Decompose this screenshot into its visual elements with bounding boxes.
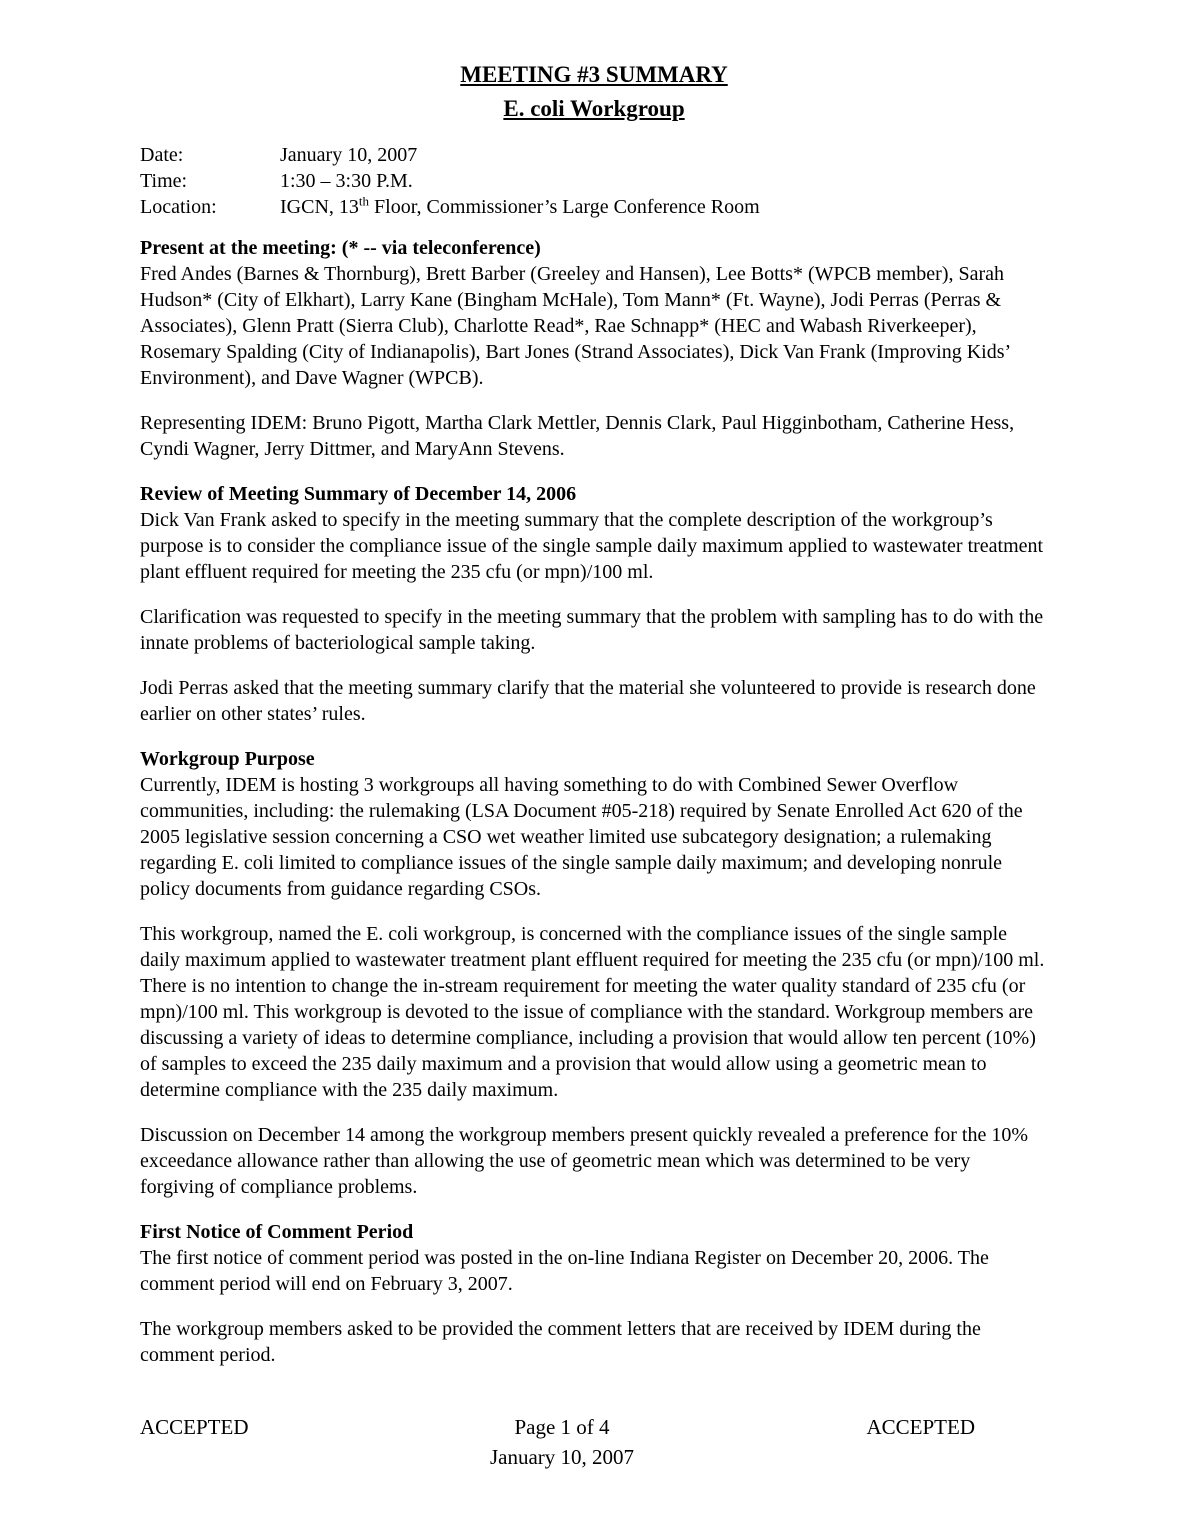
info-row-time bbox=[140, 168, 1048, 194]
location-label: Location: bbox=[140, 196, 217, 218]
section-review-of-meeting-summary bbox=[140, 481, 1048, 727]
review-paragraph-3: Jodi Perras asked that the meeting summary clarify that the material she volunteered to provide is research done earlier on other states’ rules. bbox=[140, 677, 1036, 725]
workgroup-purpose-heading: Workgroup Purpose bbox=[140, 748, 315, 770]
present-heading: Present at the meeting: (* -- via teleconference) bbox=[140, 237, 541, 259]
workgroup-purpose-paragraph-1: Currently, IDEM is hosting 3 workgroups all having something to do with Combined Sewer Overflow communities, including: the rulemaking (LSA Document #05-218) required by Senate Enrolled Act 620 of the 2005 legislative session concerning a CSO wet weather limited use subcategory designation; a rulemaking regarding E. coli limited to compliance issues of the single sample daily maximum; and developing nonrule policy documents from guidance regarding CSOs. bbox=[140, 774, 1023, 900]
location-value-post: Floor, Commissioner’s Large Conference Room bbox=[369, 196, 760, 218]
section-first-notice bbox=[140, 1219, 1048, 1368]
time-value: 1:30 – 3:30 P.M. bbox=[280, 170, 413, 192]
accepted-stamp-left: ACCEPTED bbox=[140, 1415, 249, 1439]
footer-date: January 10, 2007 bbox=[489, 1445, 635, 1469]
info-row-location bbox=[140, 194, 1048, 220]
workgroup-purpose-paragraph-2: This workgroup, named the E. coli workgroup, is concerned with the compliance issues of the single sample daily maximum applied to wastewater treatment plant effluent required for meeting the 235 cfu (or mpn)/100 ml. There is no intention to change the in-stream requirement for meeting the water quality standard of 235 cfu (or mpn)/100 ml. This workgroup is devoted to the issue of compliance with the standard. Workgroup members are discussing a variety of ideas to determine compliance, including a provision that would allow ten percent (10%) of samples to exceed the 235 daily maximum and a provision that would allow using a geometric mean to determine compliance with the 235 daily maximum. bbox=[140, 923, 1045, 1101]
first-notice-paragraph-1: The first notice of comment period was posted in the on-line Indiana Register on December 20, 2006. The comment period will end on February 3, 2007. bbox=[140, 1247, 989, 1295]
location-ordinal-suffix: th bbox=[358, 193, 370, 209]
date-value: January 10, 2007 bbox=[280, 144, 418, 166]
time-label: Time: bbox=[140, 170, 188, 192]
section-workgroup-purpose bbox=[140, 746, 1048, 1200]
accepted-stamp-right: ACCEPTED bbox=[866, 1415, 975, 1439]
section-present-at-meeting bbox=[140, 235, 1048, 391]
location-value-pre: IGCN, 13 bbox=[280, 196, 359, 218]
page-number: Page 1 of 4 bbox=[514, 1415, 610, 1439]
title-line-2: E. coli Workgroup bbox=[503, 96, 685, 121]
page-footer bbox=[140, 1412, 1048, 1472]
workgroup-purpose-paragraph-3: Discussion on December 14 among the workgroup members present quickly revealed a preference for the 10% exceedance allowance rather than allowing the use of geometric mean which was determined to be very forgiving of compliance problems. bbox=[140, 1124, 1029, 1198]
location-value bbox=[280, 194, 760, 220]
section-representing-idem bbox=[140, 410, 1048, 462]
first-notice-heading: First Notice of Comment Period bbox=[140, 1221, 414, 1243]
date-label: Date: bbox=[140, 144, 184, 166]
first-notice-paragraph-2: The workgroup members asked to be provided the comment letters that are received by IDEM during the comment period. bbox=[140, 1318, 981, 1366]
document-title bbox=[140, 58, 1048, 126]
info-row-date bbox=[140, 142, 1048, 168]
review-paragraph-1: Dick Van Frank asked to specify in the meeting summary that the complete description of the workgroup’s purpose is to consider the compliance issue of the single sample daily maximum applied to wastewater treatment plant effluent required for meeting the 235 cfu (or mpn)/100 ml. bbox=[140, 509, 1044, 583]
meeting-info bbox=[140, 142, 1048, 220]
title-line-1: MEETING #3 SUMMARY bbox=[460, 62, 728, 87]
attendees-paragraph: Fred Andes (Barnes & Thornburg), Brett Barber (Greeley and Hansen), Lee Botts* (WPCB member), Sarah Hudson* (City of Elkhart), Larry Kane (Bingham McHale), Tom Mann* (Ft. Wayne), Jodi Perras (Perras & Associates), Glenn Pratt (Sierra Club), Charlotte Read*, Rae Schnapp* (HEC and Wabash Riverkeeper), Rosemary Spalding (City of Indianapolis), Bart Jones (Strand Associates), Dick Van Frank (Improving Kids’ Environment), and Dave Wagner (WPCB). bbox=[140, 263, 1010, 389]
review-paragraph-2: Clarification was requested to specify in the meeting summary that the problem with sampling has to do with the innate problems of bacteriological sample taking. bbox=[140, 606, 1044, 654]
footer-center-block bbox=[490, 1412, 634, 1472]
review-heading: Review of Meeting Summary of December 14, 2006 bbox=[140, 483, 577, 505]
representing-idem-paragraph: Representing IDEM: Bruno Pigott, Martha Clark Mettler, Dennis Clark, Paul Higginbotham, Catherine Hess, Cyndi Wagner, Jerry Dittmer, and MaryAnn Stevens. bbox=[140, 412, 1015, 460]
